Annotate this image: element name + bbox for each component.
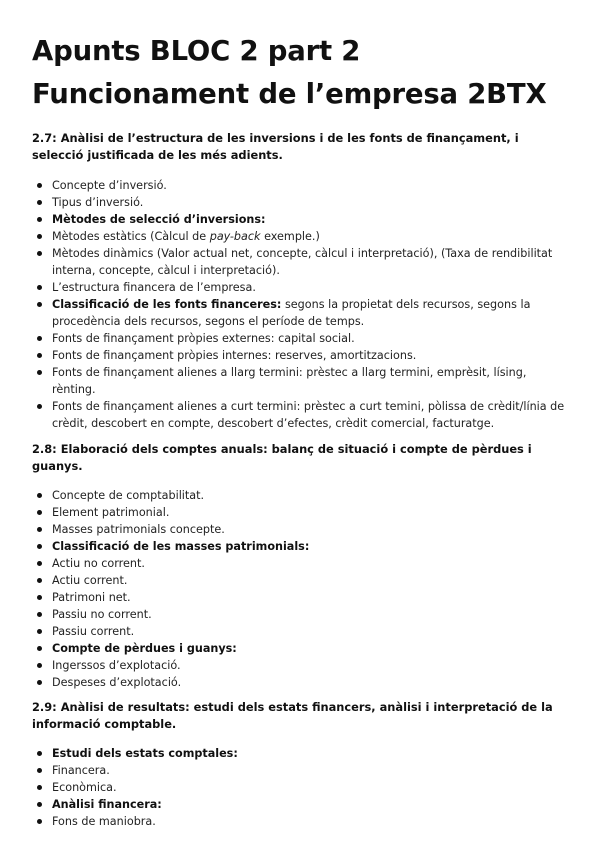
list-item: Element patrimonial. xyxy=(52,504,568,521)
list-item: Fons de maniobra. xyxy=(52,813,568,830)
list-item: Mètodes dinàmics (Valor actual net, concepte, càlcul i interpretació), (Taxa de rendibilitat interna, concepte, càlcul i interpretació). xyxy=(52,245,568,279)
list-item: Concepte de comptabilitat. xyxy=(52,487,568,504)
item-text: Mètodes estàtics (Càlcul de xyxy=(52,230,210,243)
list-item: Despeses d’explotació. xyxy=(52,674,568,691)
list-item: Financera. xyxy=(52,762,568,779)
section-heading-2-7: 2.7: Anàlisi de l’estructura de les inversions i de les fonts de finançament, i selecció justificada de les més adients. xyxy=(32,131,519,162)
item-bold-lead: Classificació de les fonts financeres: xyxy=(52,298,282,311)
list-item: Actiu no corrent. xyxy=(52,555,568,572)
list-item: Passiu corrent. xyxy=(52,623,568,640)
list-item: Fonts de finançament pròpies externes: capital social. xyxy=(52,330,568,347)
list-item: Masses patrimonials concepte. xyxy=(52,521,568,538)
item-text-tail: exemple.) xyxy=(260,230,320,243)
section-2-8-list xyxy=(32,487,568,691)
list-item: Passiu no corrent. xyxy=(52,606,568,623)
list-item: Tipus d’inversió. xyxy=(52,194,568,211)
section-2-9-list xyxy=(32,745,568,830)
list-item: L’estructura financera de l’empresa. xyxy=(52,279,568,296)
list-item-bold: Compte de pèrdues i guanys: xyxy=(52,640,568,657)
list-item-bold: Estudi dels estats comptales: xyxy=(52,745,568,762)
list-item: Econòmica. xyxy=(52,779,568,796)
list-item-bold: Anàlisi financera: xyxy=(52,796,568,813)
list-item: Fonts de finançament alienes a curt termini: prèstec a curt temini, pòlissa de crèdit/línia de crèdit, descobert en compte, descobert d’efectes, crèdit comercial, facturatge. xyxy=(52,398,568,432)
section-2-7-list xyxy=(32,177,568,432)
page-title xyxy=(32,30,568,116)
list-item xyxy=(52,228,568,245)
list-item: Patrimoni net. xyxy=(52,589,568,606)
list-item: Fonts de finançament pròpies internes: reserves, amortitzacions. xyxy=(52,347,568,364)
payback-term: pay-back xyxy=(209,230,261,243)
page-title-line-1: Apunts BLOC 2 part 2 xyxy=(32,35,361,67)
list-item: Actiu corrent. xyxy=(52,572,568,589)
list-item: Fonts de finançament alienes a llarg termini: prèstec a llarg termini, emprèsit, lísing, rènting. xyxy=(52,364,568,398)
page-title-line-2: Funcionament de l’empresa 2BTX xyxy=(32,78,547,110)
list-item: Ingerssos d’explotació. xyxy=(52,657,568,674)
item-text-tail: segons la propietat dels recursos, segons la procedència dels recursos, segons el període de temps. xyxy=(52,298,531,328)
list-item-bold: Mètodes de selecció d’inversions: xyxy=(52,211,568,228)
section-heading-2-8: 2.8: Elaboració dels comptes anuals: balanç de situació i compte de pèrdues i guanys. xyxy=(32,442,532,473)
section-heading-2-9: 2.9: Anàlisi de resultats: estudi dels estats financers, anàlisi i interpretació de la informació comptable. xyxy=(32,700,553,731)
list-item: Concepte d’inversió. xyxy=(52,177,568,194)
list-item-bold: Classificació de les masses patrimonials: xyxy=(52,538,568,555)
list-item xyxy=(52,296,568,330)
